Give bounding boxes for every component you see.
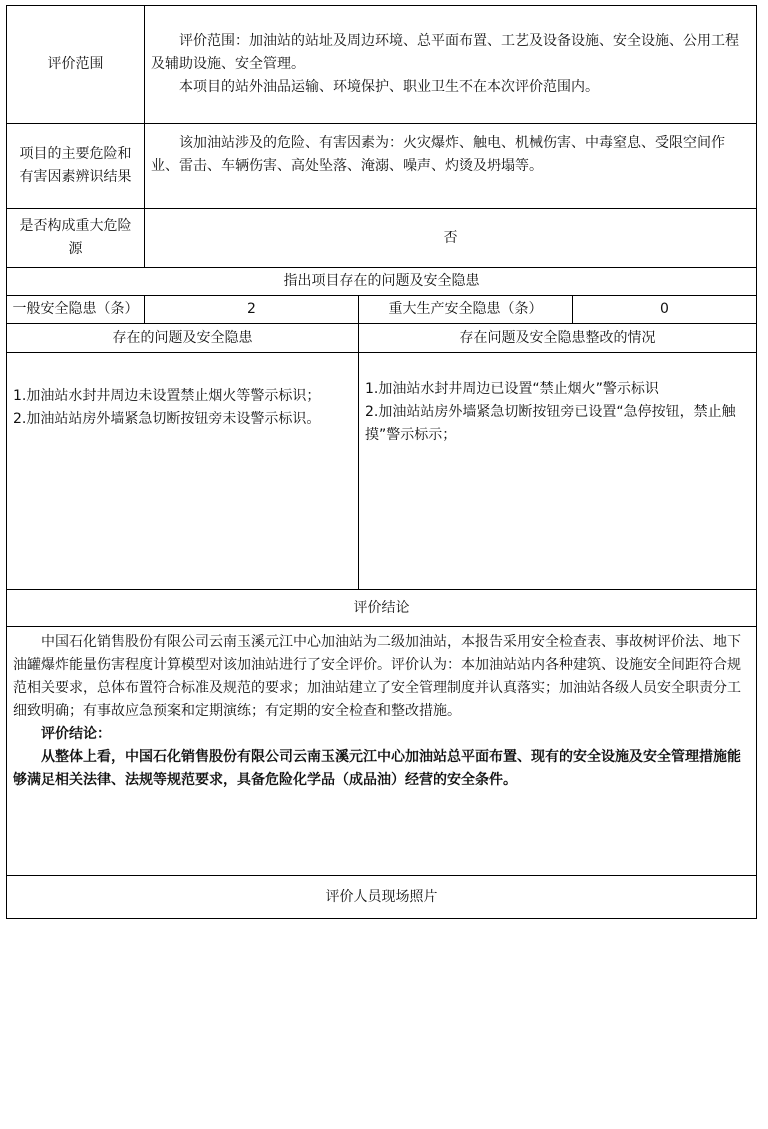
general-hazards-label: 一般安全隐患（条）: [7, 296, 145, 324]
issues-column-header: 存在的问题及安全隐患: [7, 324, 359, 353]
issues-list: [7, 353, 359, 590]
issues-header: 指出项目存在的问题及安全隐患: [7, 268, 757, 296]
rectify-list: [359, 353, 757, 590]
scope-label: 评价范围: [7, 6, 145, 124]
major-hazards-label: 重大生产安全隐患（条）: [359, 296, 573, 324]
issue-item-1: 1.加油站水封井周边未设置禁止烟火等警示标识；: [13, 388, 321, 404]
hazards-content: [145, 124, 757, 209]
scope-row: [7, 6, 757, 124]
conclusion-subheading: 评价结论：: [41, 726, 111, 742]
conclusion-row: [7, 627, 757, 876]
hazards-label: 项目的主要危险和有害因素辨识结果: [7, 124, 145, 209]
major-hazard-row: [7, 209, 757, 268]
issues-header-row: [7, 268, 757, 296]
scope-line-1: 评价范围：加油站的站址及周边环境、总平面布置、工艺及设备设施、安全设施、公用工程及辅助设施、安全管理。: [151, 33, 739, 72]
hazards-text: 该加油站涉及的危险、有害因素为：火灾爆炸、触电、机械伤害、中毒窒息、受限空间作业、雷击、车辆伤害、高处坠落、淹溺、噪声、灼烫及坍塌等。: [151, 135, 725, 174]
conclusion-header-row: [7, 590, 757, 627]
issues-columns-row: [7, 324, 757, 353]
conclusion-bold-text: 从整体上看，中国石化销售股份有限公司云南玉溪元江中心加油站总平面布置、现有的安全设施及安全管理措施能够满足相关法律、法规等规范要求，具备危险化学品（成品油）经营的安全条件。: [13, 749, 741, 788]
issues-detail-row: [7, 353, 757, 590]
major-hazard-value: 否: [145, 209, 757, 268]
issue-item-2: 2.加油站站房外墙紧急切断按钮旁未设警示标识。: [13, 411, 321, 427]
rectify-column-header: 存在问题及安全隐患整改的情况: [359, 324, 757, 353]
issues-count-row: [7, 296, 757, 324]
rectify-item-1: 1.加油站水封井周边已设置“禁止烟火”警示标识: [365, 381, 659, 397]
hazards-row: [7, 124, 757, 209]
photos-header-row: [7, 876, 757, 919]
scope-line-2: 本项目的站外油品运输、环境保护、职业卫生不在本次评价范围内。: [179, 79, 599, 95]
evaluation-table: [6, 5, 757, 919]
major-hazards-count: 0: [573, 296, 757, 324]
general-hazards-count: 2: [145, 296, 359, 324]
scope-content: [145, 6, 757, 124]
rectify-item-2: 2.加油站站房外墙紧急切断按钮旁已设置“急停按钮，禁止触摸”警示标示；: [365, 404, 736, 443]
conclusion-content: [7, 627, 757, 876]
conclusion-body: 中国石化销售股份有限公司云南玉溪元江中心加油站为二级加油站，本报告采用安全检查表、事故树评价法、地下油罐爆炸能量伤害程度计算模型对该加油站进行了安全评价。评价认为：本加油站站内各种建筑、设施安全间距符合规范相关要求，总体布置符合标准及规范的要求；加油站建立了安全管理制度并认真落实；加油站各级人员安全职责分工细致明确；有事故应急预案和定期演练；有定期的安全检查和整改措施。: [13, 634, 741, 719]
photos-header: 评价人员现场照片: [7, 876, 757, 919]
major-hazard-label: 是否构成重大危险源: [7, 209, 145, 268]
conclusion-header: 评价结论: [7, 590, 757, 627]
